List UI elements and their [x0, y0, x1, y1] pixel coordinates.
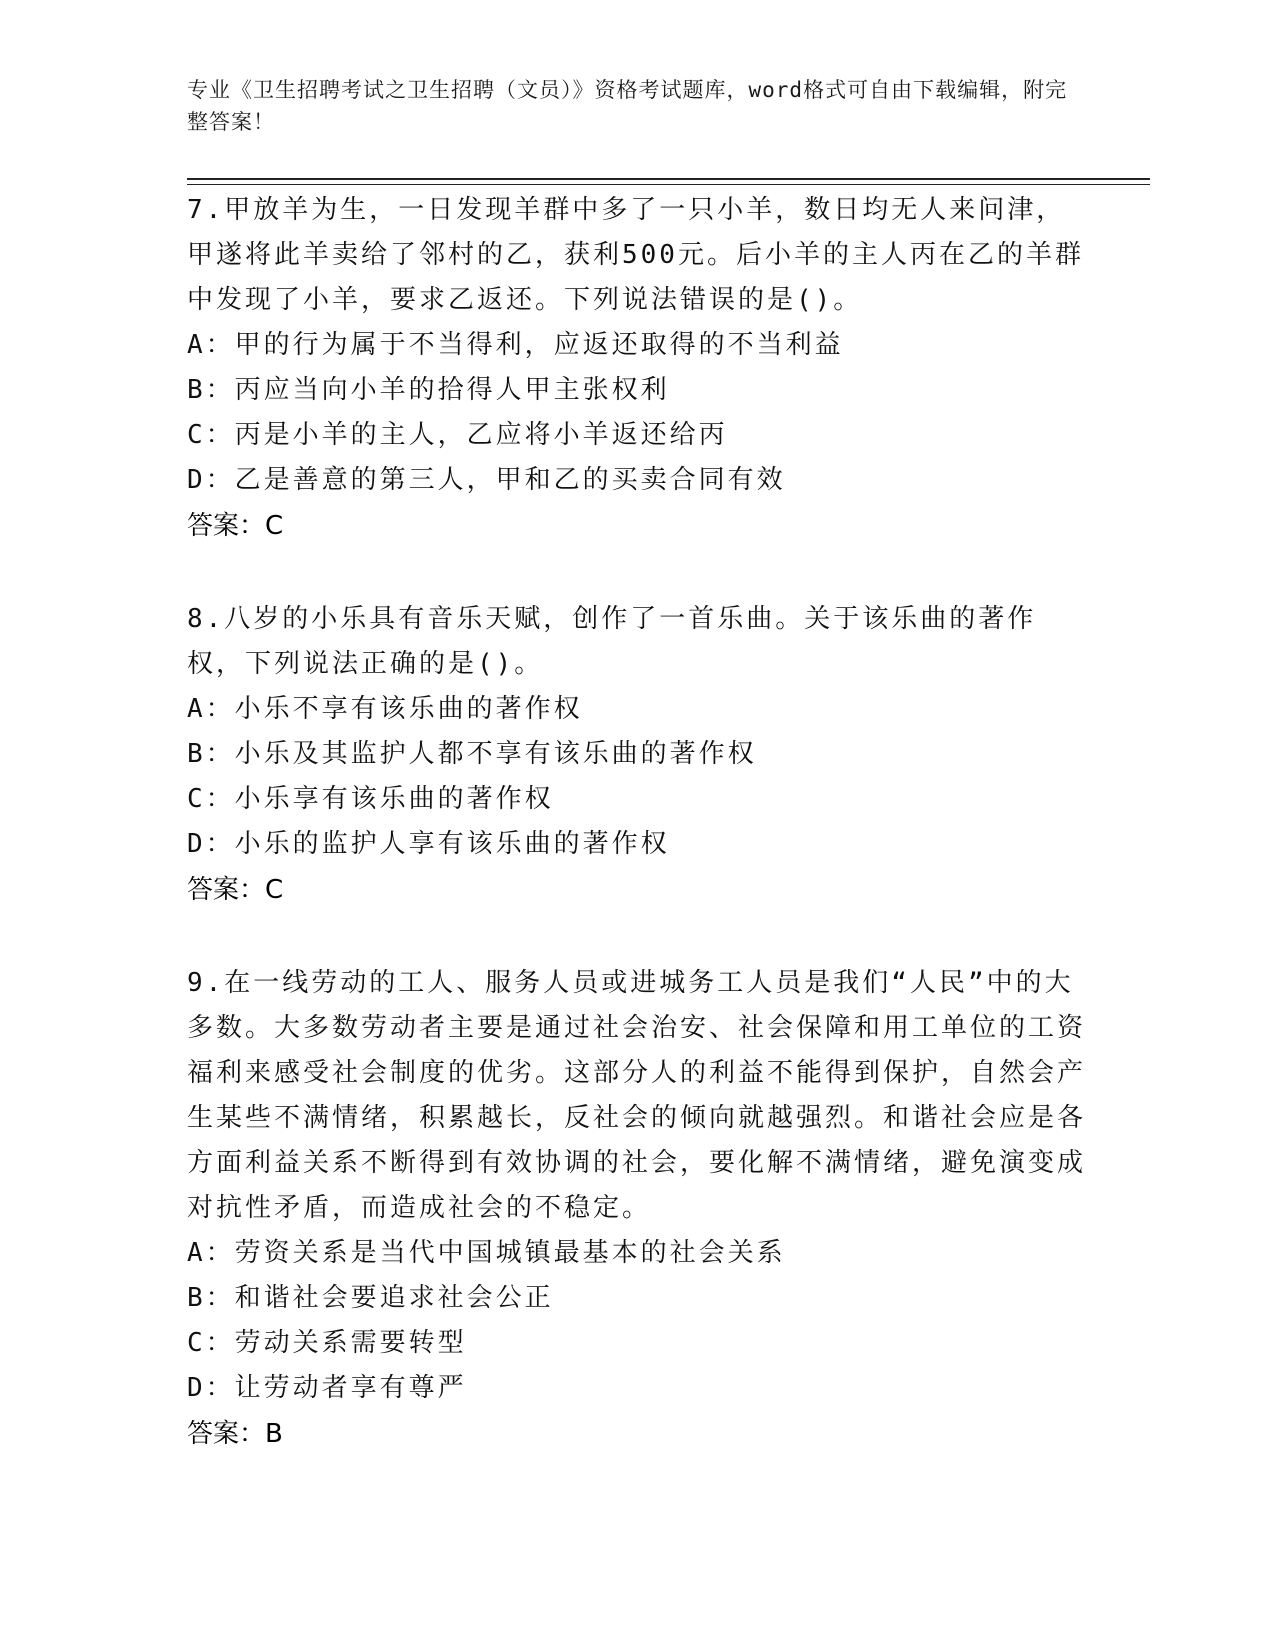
option-c: C：小乐享有该乐曲的著作权: [187, 784, 554, 814]
option-b: B：小乐及其监护人都不享有该乐曲的著作权: [187, 739, 757, 769]
option-d: D：让劳动者享有尊严: [187, 1373, 467, 1403]
question-8: [187, 597, 1087, 913]
option-b: B：和谐社会要追求社会公正: [187, 1283, 554, 1313]
answer-label: 答案：C: [187, 875, 284, 905]
option-d: D：小乐的监护人享有该乐曲的著作权: [187, 829, 670, 859]
question-text: 8.八岁的小乐具有音乐天赋，创作了一首乐曲。关于该乐曲的著作权，下列说法正确的是()。: [187, 604, 1037, 679]
header-rule-thick: [187, 178, 1150, 180]
option-c: C：丙是小羊的主人，乙应将小羊返还给丙: [187, 420, 728, 450]
document-header: 专业《卫生招聘考试之卫生招聘（文员）》资格考试题库，word格式可自由下载编辑，附完整答案！: [187, 78, 1068, 134]
option-a: A：小乐不享有该乐曲的著作权: [187, 694, 583, 724]
question-9: [187, 961, 1087, 1457]
question-list: [187, 188, 1087, 1505]
option-b: B：丙应当向小羊的拾得人甲主张权利: [187, 375, 670, 405]
option-d: D：乙是善意的第三人，甲和乙的买卖合同有效: [187, 465, 786, 495]
question-text: 7.甲放羊为生，一日发现羊群中多了一只小羊，数日均无人来问津，甲遂将此羊卖给了邻村的乙，获利500元。后小羊的主人丙在乙的羊群中发现了小羊，要求乙返还。下列说法错误的是()。: [187, 195, 1084, 315]
answer-label: 答案：C: [187, 511, 284, 541]
option-a: A：甲的行为属于不当得利，应返还取得的不当利益: [187, 330, 844, 360]
header-rule-thin: [187, 184, 1150, 185]
question-text: 9.在一线劳动的工人、服务人员或进城务工人员是我们“人民”中的大多数。大多数劳动者主要是通过社会治安、社会保障和用工单位的工资福利来感受社会制度的优劣。这部分人的利益不能得到保护，自然会产生某些不满情绪，积累越长，反社会的倾向就越强烈。和谐社会应是各方面利益关系不断得到有效协调的社会，要化解不满情绪，避免演变成对抗性矛盾，而造成社会的不稳定。: [187, 968, 1087, 1223]
answer-label: 答案：B: [187, 1419, 283, 1449]
question-7: [187, 188, 1087, 549]
option-c: C：劳动关系需要转型: [187, 1328, 467, 1358]
option-a: A：劳资关系是当代中国城镇最基本的社会关系: [187, 1238, 786, 1268]
